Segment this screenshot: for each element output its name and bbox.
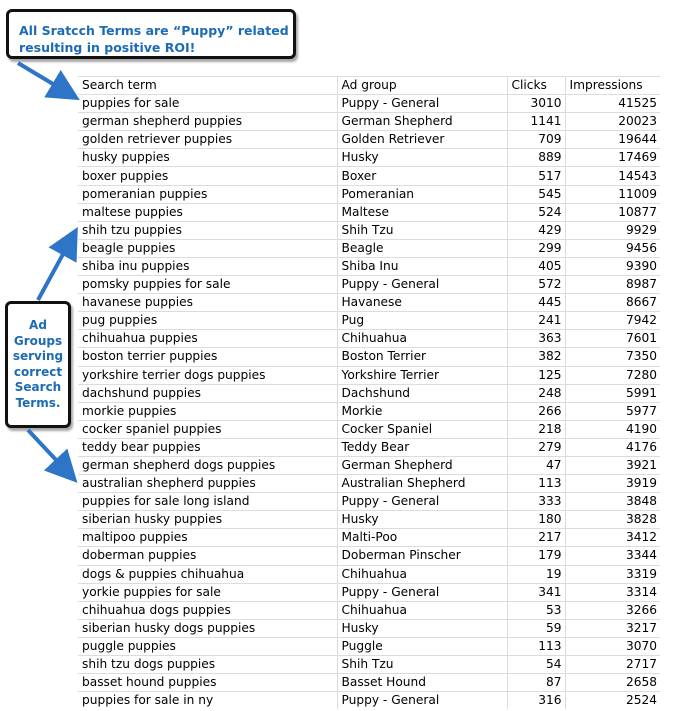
- ad-group-cell[interactable]: Puppy - General: [337, 692, 507, 710]
- impressions-cell[interactable]: 7942: [565, 312, 660, 330]
- clicks-cell[interactable]: 341: [507, 583, 565, 601]
- arrow-to-australian-shepherd: [28, 430, 72, 477]
- search-term-cell[interactable]: cocker spaniel puppies: [78, 420, 337, 438]
- impressions-cell[interactable]: 7280: [565, 366, 660, 384]
- ad-group-cell[interactable]: Husky: [337, 619, 507, 637]
- search-term-cell[interactable]: pomeranian puppies: [78, 185, 337, 203]
- search-term-cell[interactable]: teddy bear puppies: [78, 438, 337, 456]
- impressions-cell[interactable]: 2524: [565, 692, 660, 710]
- ad-group-cell[interactable]: Morkie: [337, 402, 507, 420]
- search-term-cell[interactable]: shiba inu puppies: [78, 257, 337, 275]
- ad-group-cell[interactable]: Puppy - General: [337, 583, 507, 601]
- clicks-cell[interactable]: 709: [507, 131, 565, 149]
- search-term-cell[interactable]: shih tzu dogs puppies: [78, 656, 337, 674]
- ad-groups-callout-text: Ad Groups serving correct Search Terms.: [12, 318, 64, 410]
- search-term-cell[interactable]: puppies for sale long island: [78, 493, 337, 511]
- ad-group-cell[interactable]: Beagle: [337, 239, 507, 257]
- impressions-cell[interactable]: 3848: [565, 493, 660, 511]
- impressions-cell[interactable]: 10877: [565, 203, 660, 221]
- impressions-cell[interactable]: 9456: [565, 239, 660, 257]
- search-term-cell[interactable]: chihuahua dogs puppies: [78, 601, 337, 619]
- clicks-cell[interactable]: 363: [507, 330, 565, 348]
- ad-group-cell[interactable]: Puppy - General: [337, 493, 507, 511]
- clicks-cell[interactable]: 3010: [507, 95, 565, 113]
- impressions-cell[interactable]: 8987: [565, 276, 660, 294]
- ad-group-cell[interactable]: Puppy - General: [337, 276, 507, 294]
- search-term-cell[interactable]: australian shepherd puppies: [78, 475, 337, 493]
- search-term-cell[interactable]: morkie puppies: [78, 402, 337, 420]
- clicks-cell[interactable]: 279: [507, 438, 565, 456]
- clicks-cell[interactable]: 1141: [507, 113, 565, 131]
- impressions-cell[interactable]: 5991: [565, 384, 660, 402]
- ad-group-cell[interactable]: Pug: [337, 312, 507, 330]
- ad-group-cell[interactable]: Pomeranian: [337, 185, 507, 203]
- search-term-cell[interactable]: doberman puppies: [78, 547, 337, 565]
- search-term-cell[interactable]: siberian husky puppies: [78, 511, 337, 529]
- clicks-cell[interactable]: 217: [507, 529, 565, 547]
- header-clicks[interactable]: Clicks: [507, 77, 565, 95]
- clicks-cell[interactable]: 47: [507, 456, 565, 474]
- ad-group-cell[interactable]: Puggle: [337, 637, 507, 655]
- ad-group-cell[interactable]: Chihuahua: [337, 601, 507, 619]
- ad-group-cell[interactable]: Husky: [337, 149, 507, 167]
- impressions-cell[interactable]: 3919: [565, 475, 660, 493]
- impressions-cell[interactable]: 3217: [565, 619, 660, 637]
- search-term-cell[interactable]: dogs & puppies chihuahua: [78, 565, 337, 583]
- impressions-cell[interactable]: 5977: [565, 402, 660, 420]
- clicks-cell[interactable]: 180: [507, 511, 565, 529]
- clicks-cell[interactable]: 248: [507, 384, 565, 402]
- clicks-cell[interactable]: 113: [507, 637, 565, 655]
- search-term-cell[interactable]: chihuahua puppies: [78, 330, 337, 348]
- header-ad-group[interactable]: Ad group: [337, 77, 507, 95]
- ad-group-cell[interactable]: Boston Terrier: [337, 348, 507, 366]
- impressions-cell[interactable]: 41525: [565, 95, 660, 113]
- ad-group-cell[interactable]: Havanese: [337, 294, 507, 312]
- search-term-cell[interactable]: german shepherd puppies: [78, 113, 337, 131]
- clicks-cell[interactable]: 53: [507, 601, 565, 619]
- header-impressions[interactable]: Impressions: [565, 77, 660, 95]
- ad-group-cell[interactable]: Shiba Inu: [337, 257, 507, 275]
- clicks-cell[interactable]: 429: [507, 221, 565, 239]
- search-term-cell[interactable]: yorkie puppies for sale: [78, 583, 337, 601]
- search-term-cell[interactable]: siberian husky dogs puppies: [78, 619, 337, 637]
- impressions-cell[interactable]: 17469: [565, 149, 660, 167]
- impressions-cell[interactable]: 9929: [565, 221, 660, 239]
- ad-group-cell[interactable]: German Shepherd: [337, 456, 507, 474]
- arrow-to-puppies-for-sale: [18, 63, 73, 96]
- ad-group-cell[interactable]: Australian Shepherd: [337, 475, 507, 493]
- ad-group-cell[interactable]: Maltese: [337, 203, 507, 221]
- impressions-cell[interactable]: 4190: [565, 420, 660, 438]
- impressions-cell[interactable]: 7601: [565, 330, 660, 348]
- clicks-cell[interactable]: 179: [507, 547, 565, 565]
- ad-group-cell[interactable]: Golden Retriever: [337, 131, 507, 149]
- clicks-cell[interactable]: 333: [507, 493, 565, 511]
- impressions-cell[interactable]: 9390: [565, 257, 660, 275]
- search-term-cell[interactable]: havanese puppies: [78, 294, 337, 312]
- impressions-cell[interactable]: 3344: [565, 547, 660, 565]
- search-term-cell[interactable]: german shepherd dogs puppies: [78, 456, 337, 474]
- ad-group-cell[interactable]: Chihuahua: [337, 565, 507, 583]
- ad-group-cell[interactable]: Shih Tzu: [337, 221, 507, 239]
- clicks-cell[interactable]: 405: [507, 257, 565, 275]
- search-term-cell[interactable]: boston terrier puppies: [78, 348, 337, 366]
- clicks-cell[interactable]: 545: [507, 185, 565, 203]
- ad-group-cell[interactable]: Boxer: [337, 167, 507, 185]
- impressions-cell[interactable]: 3070: [565, 637, 660, 655]
- ad-group-cell[interactable]: Doberman Pinscher: [337, 547, 507, 565]
- clicks-cell[interactable]: 218: [507, 420, 565, 438]
- impressions-cell[interactable]: 3319: [565, 565, 660, 583]
- clicks-cell[interactable]: 266: [507, 402, 565, 420]
- clicks-cell[interactable]: 517: [507, 167, 565, 185]
- ad-group-cell[interactable]: Basset Hound: [337, 674, 507, 692]
- clicks-cell[interactable]: 445: [507, 294, 565, 312]
- impressions-cell[interactable]: 20023: [565, 113, 660, 131]
- search-term-cell[interactable]: beagle puppies: [78, 239, 337, 257]
- clicks-cell[interactable]: 299: [507, 239, 565, 257]
- impressions-cell[interactable]: 3314: [565, 583, 660, 601]
- impressions-cell[interactable]: 19644: [565, 131, 660, 149]
- search-term-cell[interactable]: puggle puppies: [78, 637, 337, 655]
- clicks-cell[interactable]: 54: [507, 656, 565, 674]
- impressions-cell[interactable]: 14543: [565, 167, 660, 185]
- search-term-cell[interactable]: puppies for sale: [78, 95, 337, 113]
- ad-group-cell[interactable]: Puppy - General: [337, 95, 507, 113]
- clicks-cell[interactable]: 382: [507, 348, 565, 366]
- search-term-cell[interactable]: shih tzu puppies: [78, 221, 337, 239]
- clicks-cell[interactable]: 113: [507, 475, 565, 493]
- search-term-cell[interactable]: dachshund puppies: [78, 384, 337, 402]
- search-term-cell[interactable]: maltipoo puppies: [78, 529, 337, 547]
- impressions-cell[interactable]: 2658: [565, 674, 660, 692]
- search-term-cell[interactable]: golden retriever puppies: [78, 131, 337, 149]
- impressions-cell[interactable]: 3412: [565, 529, 660, 547]
- clicks-cell[interactable]: 241: [507, 312, 565, 330]
- clicks-cell[interactable]: 316: [507, 692, 565, 710]
- clicks-cell[interactable]: 59: [507, 619, 565, 637]
- impressions-cell[interactable]: 2717: [565, 656, 660, 674]
- ad-group-cell[interactable]: Husky: [337, 511, 507, 529]
- impressions-cell[interactable]: 11009: [565, 185, 660, 203]
- ad-group-cell[interactable]: German Shepherd: [337, 113, 507, 131]
- search-term-cell[interactable]: husky puppies: [78, 149, 337, 167]
- roi-callout-text: All Sratcch Terms are “Puppy” related resulting in positive ROI!: [19, 23, 289, 55]
- search-term-cell[interactable]: puppies for sale in ny: [78, 692, 337, 710]
- clicks-cell[interactable]: 19: [507, 565, 565, 583]
- impressions-cell[interactable]: 4176: [565, 438, 660, 456]
- ad-group-cell[interactable]: Teddy Bear: [337, 438, 507, 456]
- impressions-cell[interactable]: 3921: [565, 456, 660, 474]
- search-term-cell[interactable]: maltese puppies: [78, 203, 337, 221]
- ad-group-cell[interactable]: Malti-Poo: [337, 529, 507, 547]
- search-term-cell[interactable]: pug puppies: [78, 312, 337, 330]
- ad-group-cell[interactable]: Chihuahua: [337, 330, 507, 348]
- clicks-cell[interactable]: 889: [507, 149, 565, 167]
- ad-group-cell[interactable]: Yorkshire Terrier: [337, 366, 507, 384]
- clicks-cell[interactable]: 87: [507, 674, 565, 692]
- ad-group-cell[interactable]: Cocker Spaniel: [337, 420, 507, 438]
- impressions-cell[interactable]: 7350: [565, 348, 660, 366]
- header-search-term[interactable]: Search term: [78, 77, 337, 95]
- search-term-cell[interactable]: pomsky puppies for sale: [78, 276, 337, 294]
- search-term-cell[interactable]: basset hound puppies: [78, 674, 337, 692]
- search-term-cell[interactable]: boxer puppies: [78, 167, 337, 185]
- impressions-cell[interactable]: 3828: [565, 511, 660, 529]
- arrow-to-shih-tzu: [38, 234, 74, 300]
- impressions-cell[interactable]: 3266: [565, 601, 660, 619]
- clicks-cell[interactable]: 524: [507, 203, 565, 221]
- impressions-cell[interactable]: 8667: [565, 294, 660, 312]
- ad-group-cell[interactable]: Dachshund: [337, 384, 507, 402]
- clicks-cell[interactable]: 125: [507, 366, 565, 384]
- ad-group-cell[interactable]: Shih Tzu: [337, 656, 507, 674]
- search-term-cell[interactable]: yorkshire terrier dogs puppies: [78, 366, 337, 384]
- clicks-cell[interactable]: 572: [507, 276, 565, 294]
